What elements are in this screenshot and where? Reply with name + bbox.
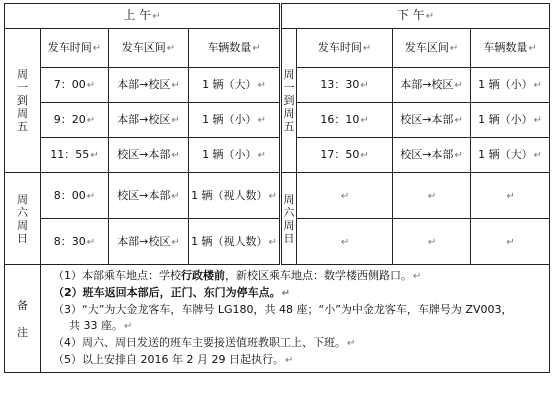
note-1: （1）本部乘车地点：学校行政楼前，新校区乘车地点：数学楼西侧路口。↵ bbox=[53, 269, 422, 282]
weekday-label-am: 周 一 到 周 五 bbox=[5, 29, 41, 173]
note-3: （3）“大”为大金龙客车，车牌号 LG180，共 48 座；“小”为中金龙客车，车牌号为 ZV003， bbox=[53, 303, 513, 316]
col-header-time-am: 发车时间↵ bbox=[41, 29, 109, 68]
am-qty-cell: 1 辆（大）↵ bbox=[189, 68, 281, 103]
pm-route-cell: 校区→本部↵ bbox=[393, 103, 471, 138]
pm-route-cell: ↵ bbox=[393, 173, 471, 219]
col-header-time-pm: 发车时间↵ bbox=[297, 29, 393, 68]
am-time-cell: 8：30↵ bbox=[41, 219, 109, 265]
table-row bbox=[5, 219, 550, 265]
column-header-row bbox=[5, 29, 550, 68]
pm-time-cell: 17：50↵ bbox=[297, 138, 393, 173]
afternoon-header: 下 午↵ bbox=[281, 4, 550, 29]
col-header-qty-am: 车辆数量↵ bbox=[189, 29, 281, 68]
table-row bbox=[5, 173, 550, 219]
notes-label: 备 注 bbox=[5, 265, 41, 373]
am-qty-cell: 1 辆（视人数）↵ bbox=[189, 173, 281, 219]
am-qty-cell: 1 辆（小）↵ bbox=[189, 138, 281, 173]
am-route-cell: 校区→本部↵ bbox=[109, 173, 189, 219]
am-route-cell: 本部→校区↵ bbox=[109, 219, 189, 265]
note-3-continued: 共 33 座。↵ bbox=[69, 319, 133, 332]
pm-route-cell: 本部→校区↵ bbox=[393, 68, 471, 103]
pm-qty-cell: ↵ bbox=[471, 173, 550, 219]
pm-time-cell: ↵ bbox=[297, 173, 393, 219]
weekday-label-pm: 周 一 到 周 五 bbox=[281, 29, 297, 173]
am-route-cell: 本部→校区↵ bbox=[109, 68, 189, 103]
morning-header-text: 上 午 bbox=[123, 8, 152, 22]
afternoon-header-text: 下 午 bbox=[396, 8, 425, 22]
pm-time-cell: ↵ bbox=[297, 219, 393, 265]
pm-route-cell: 校区→本部↵ bbox=[393, 138, 471, 173]
am-route-cell: 校区→本部↵ bbox=[109, 138, 189, 173]
pm-qty-cell: ↵ bbox=[471, 219, 550, 265]
table-row bbox=[5, 68, 550, 103]
am-time-cell: 8：00↵ bbox=[41, 173, 109, 219]
am-route-cell: 本部→校区↵ bbox=[109, 103, 189, 138]
notes-content bbox=[41, 265, 550, 373]
weekend-label-am: 周 六 周 日 bbox=[5, 173, 41, 265]
note-4: （4）周六、周日发送的班车主要接送值班教职工上、下班。↵ bbox=[53, 336, 356, 349]
table-row bbox=[5, 138, 550, 173]
pm-time-cell: 16：10↵ bbox=[297, 103, 393, 138]
pm-time-cell: 13：30↵ bbox=[297, 68, 393, 103]
col-header-route-am: 发车区间↵ bbox=[109, 29, 189, 68]
weekend-label-pm: 周 六 周 日 bbox=[281, 173, 297, 265]
note-2: （2）班车返回本部后，正门、东门为停车点。↵ bbox=[53, 286, 291, 299]
pm-route-cell: ↵ bbox=[393, 219, 471, 265]
pm-qty-cell: 1 辆（小）↵ bbox=[471, 68, 550, 103]
am-time-cell: 11：55↵ bbox=[41, 138, 109, 173]
am-qty-cell: 1 辆（视人数）↵ bbox=[189, 219, 281, 265]
period-header-row bbox=[5, 4, 550, 29]
col-header-qty-pm: 车辆数量↵ bbox=[471, 29, 550, 68]
morning-header: 上 午↵ bbox=[5, 4, 281, 29]
am-qty-cell: 1 辆（小）↵ bbox=[189, 103, 281, 138]
notes-row bbox=[5, 265, 550, 373]
note-5: （5）以上安排自 2016 年 2 月 29 日起执行。↵ bbox=[53, 353, 294, 366]
bus-schedule-table bbox=[4, 3, 550, 373]
am-time-cell: 9：20↵ bbox=[41, 103, 109, 138]
am-time-cell: 7：00↵ bbox=[41, 68, 109, 103]
pm-qty-cell: 1 辆（小）↵ bbox=[471, 103, 550, 138]
table-row bbox=[5, 103, 550, 138]
pm-qty-cell: 1 辆（大）↵ bbox=[471, 138, 550, 173]
col-header-route-pm: 发车区间↵ bbox=[393, 29, 471, 68]
